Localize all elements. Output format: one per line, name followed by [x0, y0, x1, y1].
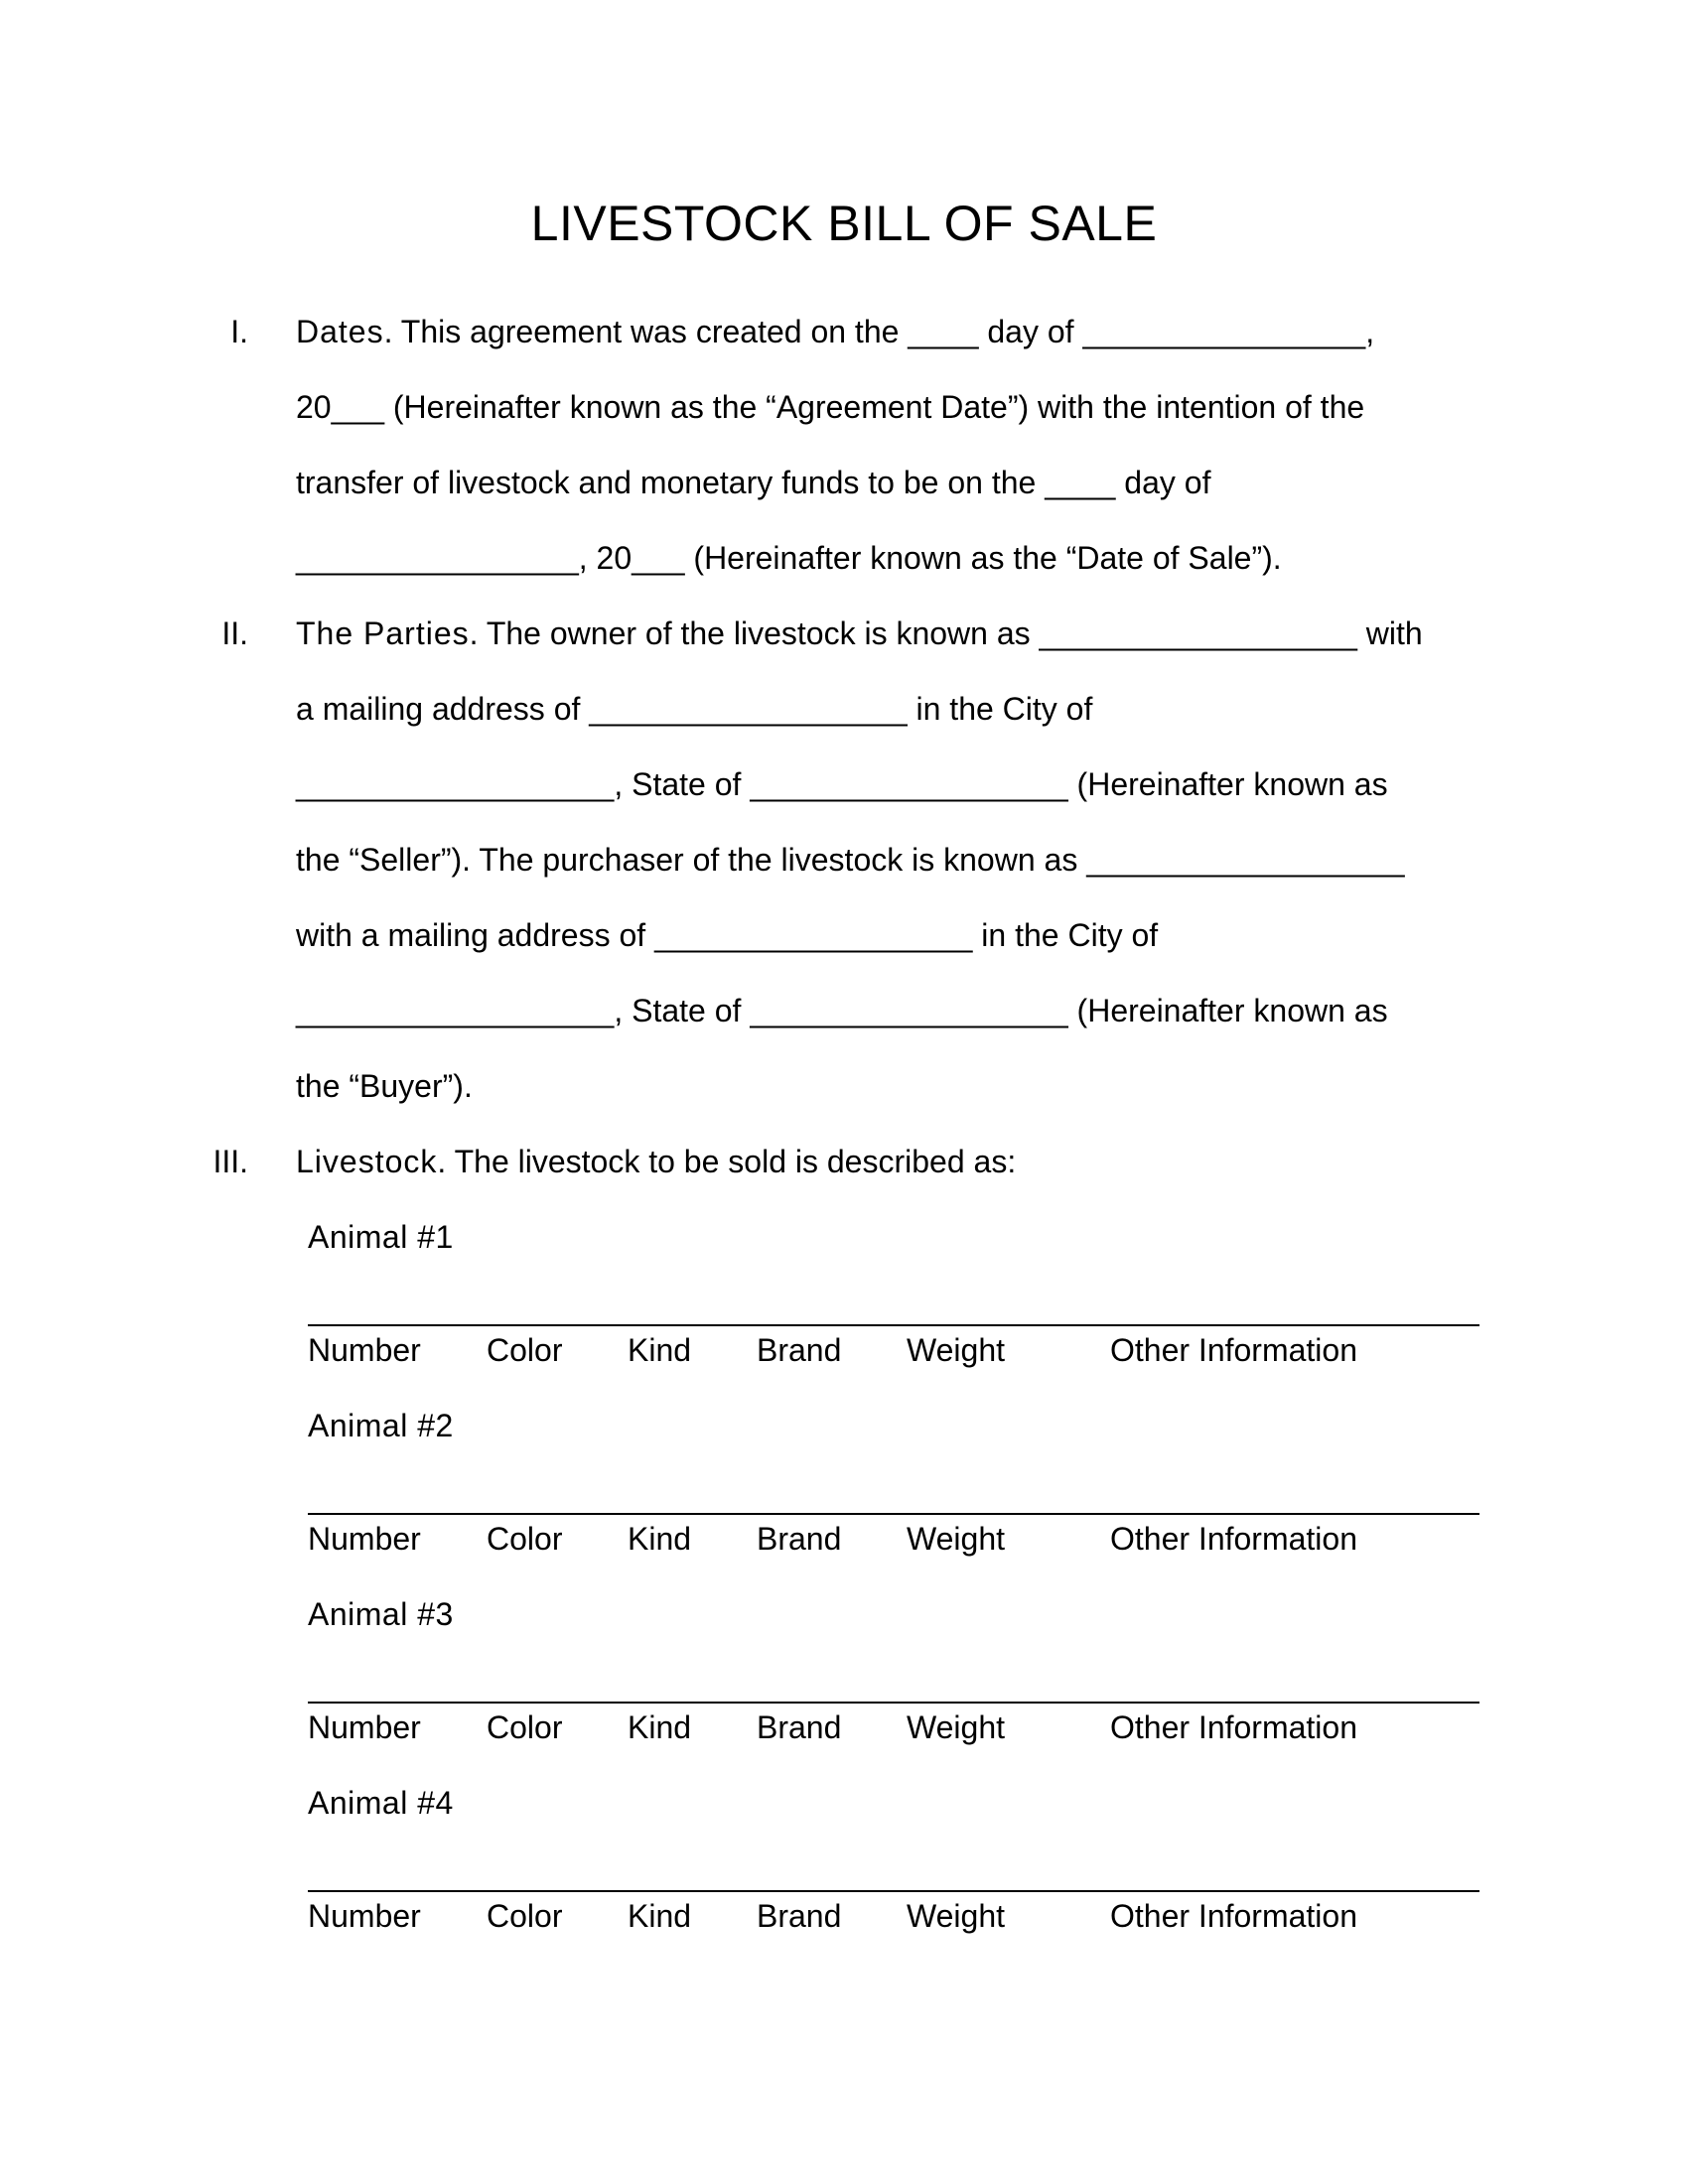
- column-other-information: Other Information: [1110, 1709, 1357, 1745]
- section-text: . The livestock to be sold is described as:: [437, 1144, 1017, 1179]
- section-text: . The owner of the livestock is known as __________________ with: [469, 615, 1423, 651]
- section-line: transfer of livestock and monetary funds to be on the ____ day of: [296, 465, 1211, 500]
- column-weight: Weight: [907, 1332, 1006, 1368]
- document-title: LIVESTOCK BILL OF SALE: [530, 196, 1158, 251]
- section-line: __________________, State of __________________ (Hereinafter known as: [296, 766, 1388, 802]
- section-line: [296, 314, 1374, 350]
- section-line: [296, 1144, 1016, 1180]
- section-line: the “Seller”). The purchaser of the livestock is known as __________________: [296, 842, 1405, 878]
- column-number: Number: [308, 1332, 421, 1368]
- section-line: the “Buyer”).: [296, 1068, 473, 1104]
- column-weight: Weight: [907, 1898, 1006, 1934]
- section-heading: Dates: [296, 314, 384, 349]
- column-color: Color: [487, 1898, 563, 1934]
- column-kind: Kind: [628, 1898, 692, 1934]
- column-brand: Brand: [757, 1332, 842, 1368]
- animal-entry-line: [308, 1702, 1479, 1704]
- column-weight: Weight: [907, 1521, 1006, 1557]
- column-number: Number: [308, 1521, 421, 1557]
- section-text: . This agreement was created on the ____ day of ________________,: [383, 314, 1375, 349]
- section-number: I.: [230, 314, 248, 349]
- animal-entry-line: [308, 1513, 1479, 1515]
- section-line: with a mailing address of __________________ in the City of: [296, 917, 1159, 953]
- column-color: Color: [487, 1521, 563, 1557]
- column-brand: Brand: [757, 1521, 842, 1557]
- section-line: __________________, State of __________________ (Hereinafter known as: [296, 993, 1388, 1028]
- column-brand: Brand: [757, 1898, 842, 1934]
- column-other-information: Other Information: [1110, 1332, 1357, 1368]
- section-line: a mailing address of __________________ in the City of: [296, 691, 1093, 727]
- section-heading: Livestock: [296, 1144, 438, 1179]
- animal-title: Animal #1: [308, 1219, 454, 1255]
- animal-title: Animal #4: [308, 1785, 454, 1821]
- column-other-information: Other Information: [1110, 1521, 1357, 1557]
- column-kind: Kind: [628, 1332, 692, 1368]
- column-number: Number: [308, 1898, 421, 1934]
- section-number: III.: [212, 1144, 248, 1179]
- column-kind: Kind: [628, 1709, 692, 1745]
- column-color: Color: [487, 1332, 563, 1368]
- column-color: Color: [487, 1709, 563, 1745]
- section-line: [296, 615, 1423, 652]
- column-brand: Brand: [757, 1709, 842, 1745]
- animal-title: Animal #2: [308, 1408, 454, 1443]
- animal-title: Animal #3: [308, 1596, 454, 1632]
- section-line: 20___ (Hereinafter known as the “Agreement Date”) with the intention of the: [296, 389, 1365, 425]
- section-number: II.: [221, 615, 248, 651]
- section-line: ________________, 20___ (Hereinafter known as the “Date of Sale”).: [296, 540, 1282, 576]
- animal-entry-line: [308, 1890, 1479, 1892]
- animal-entry-line: [308, 1324, 1479, 1326]
- column-other-information: Other Information: [1110, 1898, 1357, 1934]
- column-weight: Weight: [907, 1709, 1006, 1745]
- column-kind: Kind: [628, 1521, 692, 1557]
- section-heading: The Parties: [296, 615, 470, 651]
- column-number: Number: [308, 1709, 421, 1745]
